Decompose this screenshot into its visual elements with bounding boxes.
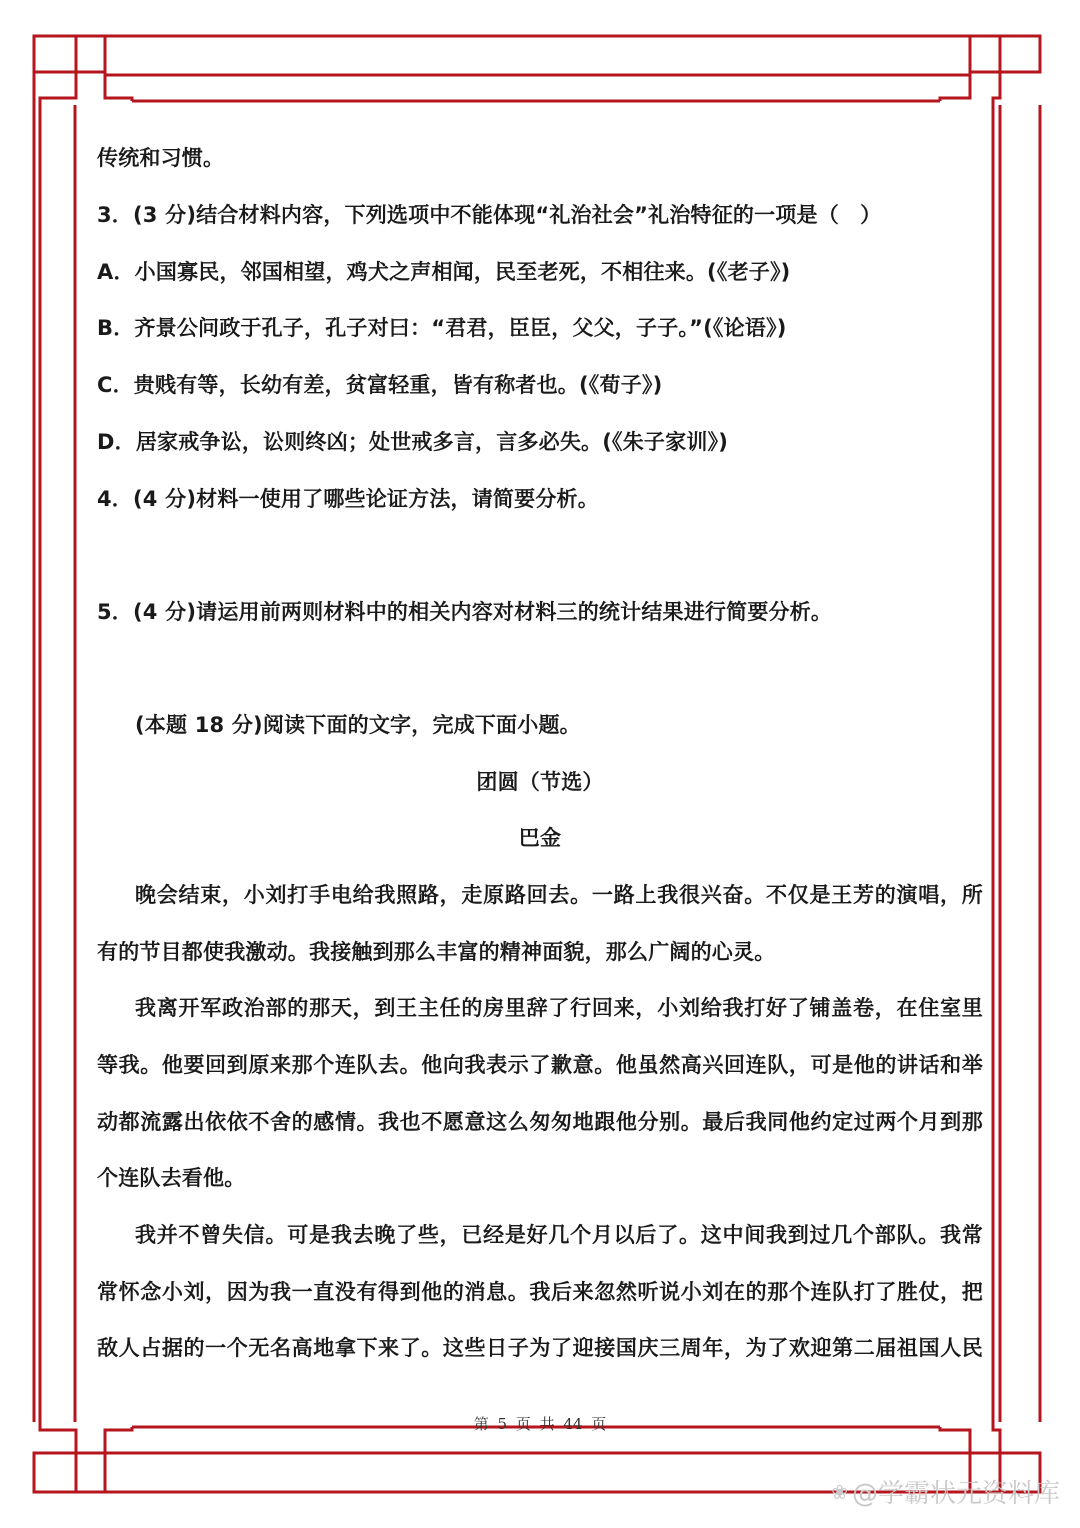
article-author: 巴金 <box>518 826 562 850</box>
page-number: 第 5 页 共 44 页 <box>473 1415 607 1433</box>
watermark <box>831 1473 1060 1510</box>
option-d: D．居家戒争讼，讼则终凶；处世戒多言，言多必失。(《朱子家训》) <box>97 430 729 454</box>
text-line: 晚会结束，小刘打手电给我照路，走原路回去。一路上我很兴奋。不仅是王芳的演唱，所 <box>135 883 983 907</box>
question-5: 5．(4 分)请运用前两则材料中的相关内容对材料三的统计结果进行简要分析。 <box>97 600 833 624</box>
watermark-text: @学霸状元资料库 <box>851 1479 1060 1509</box>
text-line: 个连队去看他。 <box>97 1166 246 1190</box>
question-4: 4．(4 分)材料一使用了哪些论证方法，请简要分析。 <box>97 487 599 511</box>
option-c: C．贵贱有等，长幼有差，贫富轻重，皆有称者也。(《荀子》) <box>97 373 663 397</box>
text-line: 常怀念小刘，因为我一直没有得到他的消息。我后来忽然听说小刘在的那个连队打了胜仗，把 <box>97 1280 983 1304</box>
question-3: 3．(3 分)结合材料内容，下列选项中不能体现“礼治社会”礼治特征的一项是（ ） <box>97 203 882 227</box>
text-line: 等我。他要回到原来那个连队去。他向我表示了歉意。他虽然高兴回连队，可是他的讲话和举 <box>97 1053 983 1077</box>
text-line: 有的节目都使我激动。我接触到那么丰富的精神面貌，那么广阔的心灵。 <box>97 940 776 964</box>
article-title: 团圆（节选） <box>476 770 604 794</box>
paw-icon: ❀ <box>831 1479 848 1504</box>
option-b: B．齐景公问政于孔子，孔子对曰：“君君，臣臣，父父，子子。”(《论语》) <box>97 316 787 340</box>
text-line: 动都流露出依依不舍的感情。我也不愿意这么匆匆地跟他分别。最后我同他约定过两个月到那 <box>97 1110 983 1134</box>
section-instruction: (本题 18 分)阅读下面的文字，完成下面小题。 <box>135 713 581 737</box>
text-line: 我并不曾失信。可是我去晚了些，已经是好几个月以后了。这中间我到过几个部队。我常 <box>135 1223 983 1247</box>
option-a: A．小国寡民，邻国相望，鸡犬之声相闻，民至老死，不相往来。(《老子》) <box>97 260 791 284</box>
text-line: 我离开军政治部的那天，到王主任的房里辞了行回来，小刘给我打好了铺盖卷，在住室里 <box>135 996 983 1020</box>
text-line: 敌人占据的一个无名高地拿下来了。这些日子为了迎接国庆三周年，为了欢迎第二届祖国人民 <box>97 1336 983 1360</box>
text-line: 传统和习惯。 <box>97 146 225 170</box>
